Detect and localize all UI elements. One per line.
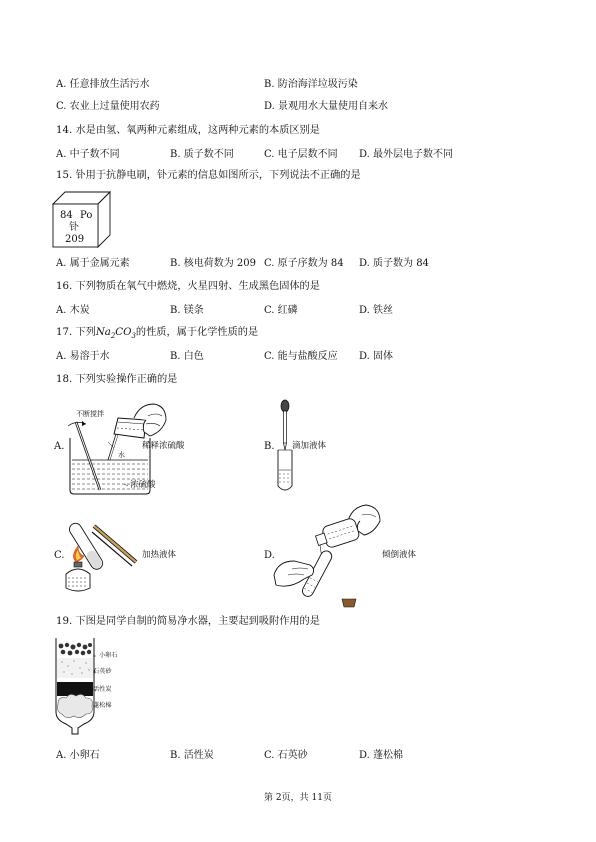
- q16-stem: 16. 下列物质在氧气中燃烧，火星四射、生成黑色固体的是: [56, 281, 320, 292]
- q15-option-c: C. 原子序数为 84: [264, 258, 344, 269]
- q17-stem-pre: 17. 下列: [56, 327, 96, 338]
- q19-option-b: B. 活性炭: [170, 750, 214, 761]
- q17-option-a: A. 易溶于水: [56, 351, 110, 362]
- q18-c-action: 加热液体: [142, 550, 177, 560]
- stir-label: 不断搅拌: [76, 410, 104, 418]
- layer-pebbles-label: 小卵石: [99, 652, 118, 659]
- element-number: 84: [60, 210, 73, 221]
- q17-stem-post: 的性质，属于化学性质的是: [135, 327, 259, 338]
- q13-option-d: D. 景观用水大量使用自来水: [264, 101, 389, 112]
- element-name: 钋: [69, 222, 79, 233]
- layer-quartz-sand-label: 石英砂: [93, 668, 112, 675]
- formula-sub-3: 3: [131, 332, 136, 341]
- q14-option-a: A. 中子数不同: [56, 149, 120, 160]
- q17-stem: [56, 327, 258, 340]
- q18-c-letter: C.: [54, 550, 65, 561]
- q13-option-c: C. 农业上过量使用农药: [56, 101, 160, 112]
- q18-d-action: 倾倒液体: [382, 550, 417, 560]
- q18-b-action: 滴加液体: [292, 441, 327, 451]
- formula-co: CO: [115, 327, 132, 338]
- q14-option-c: C. 电子层数不同: [264, 149, 338, 160]
- q16-option-b: B. 镁条: [170, 305, 204, 316]
- q19-option-d: D. 蓬松棉: [359, 750, 404, 761]
- q13-option-a: A. 任意排放生活污水: [56, 79, 150, 90]
- q18-b-letter: B.: [264, 441, 275, 452]
- q14-option-b: B. 质子数不同: [170, 149, 234, 160]
- page-footer: 第 2页，共 11页: [264, 793, 332, 803]
- formula-na: Na: [95, 327, 111, 338]
- q15-option-b: B. 核电荷数为 209: [170, 258, 256, 269]
- water-purifier-illustration: [52, 636, 98, 740]
- q18-a-action: 稀释浓硫酸: [142, 441, 185, 451]
- element-symbol: Po: [80, 210, 93, 221]
- q14-option-d: D. 最外层电子数不同: [359, 149, 454, 160]
- q18-d-letter: D.: [264, 550, 275, 561]
- q14-stem: 14. 水是由氢、氧两种元素组成，这两种元素的本质区别是: [56, 125, 320, 136]
- q16-option-d: D. 铁丝: [359, 305, 394, 316]
- layer-activated-carbon-label: 活性炭: [93, 686, 112, 693]
- q17-option-d: D. 固体: [359, 351, 394, 362]
- q19-option-a: A. 小卵石: [56, 750, 100, 761]
- element-mass: 209: [65, 234, 85, 245]
- q15-option-d: D. 质子数为 84: [359, 258, 429, 269]
- q16-option-c: C. 红磷: [264, 305, 298, 316]
- formula-sub-2: 2: [110, 332, 116, 341]
- heating-illustration: [62, 512, 142, 596]
- q19-option-c: C. 石英砂: [264, 750, 308, 761]
- q15-stem: 15. 钋用于抗静电刷，钋元素的信息如图所示，下列说法不正确的是: [56, 170, 361, 181]
- q19-stem: 19. 下图是同学自制的简易净水器，主要起到吸附作用的是: [56, 616, 320, 627]
- water-label: 水: [118, 451, 125, 459]
- q15-option-a: A. 属于金属元素: [56, 258, 130, 269]
- q18-stem: 18. 下列实验操作正确的是: [56, 374, 178, 385]
- layer-cotton-label: 蓬松棉: [93, 702, 112, 709]
- concentrated-acid-label: 浓硫酸: [130, 480, 156, 490]
- q13-option-b: B. 防治海洋垃圾污染: [264, 79, 358, 90]
- q16-option-a: A. 木炭: [56, 305, 90, 316]
- pouring-illustration: [268, 503, 388, 607]
- q17-option-b: B. 白色: [170, 351, 204, 362]
- q17-option-c: C. 能与盐酸反应: [264, 351, 338, 362]
- q18-a-letter: A.: [54, 441, 65, 452]
